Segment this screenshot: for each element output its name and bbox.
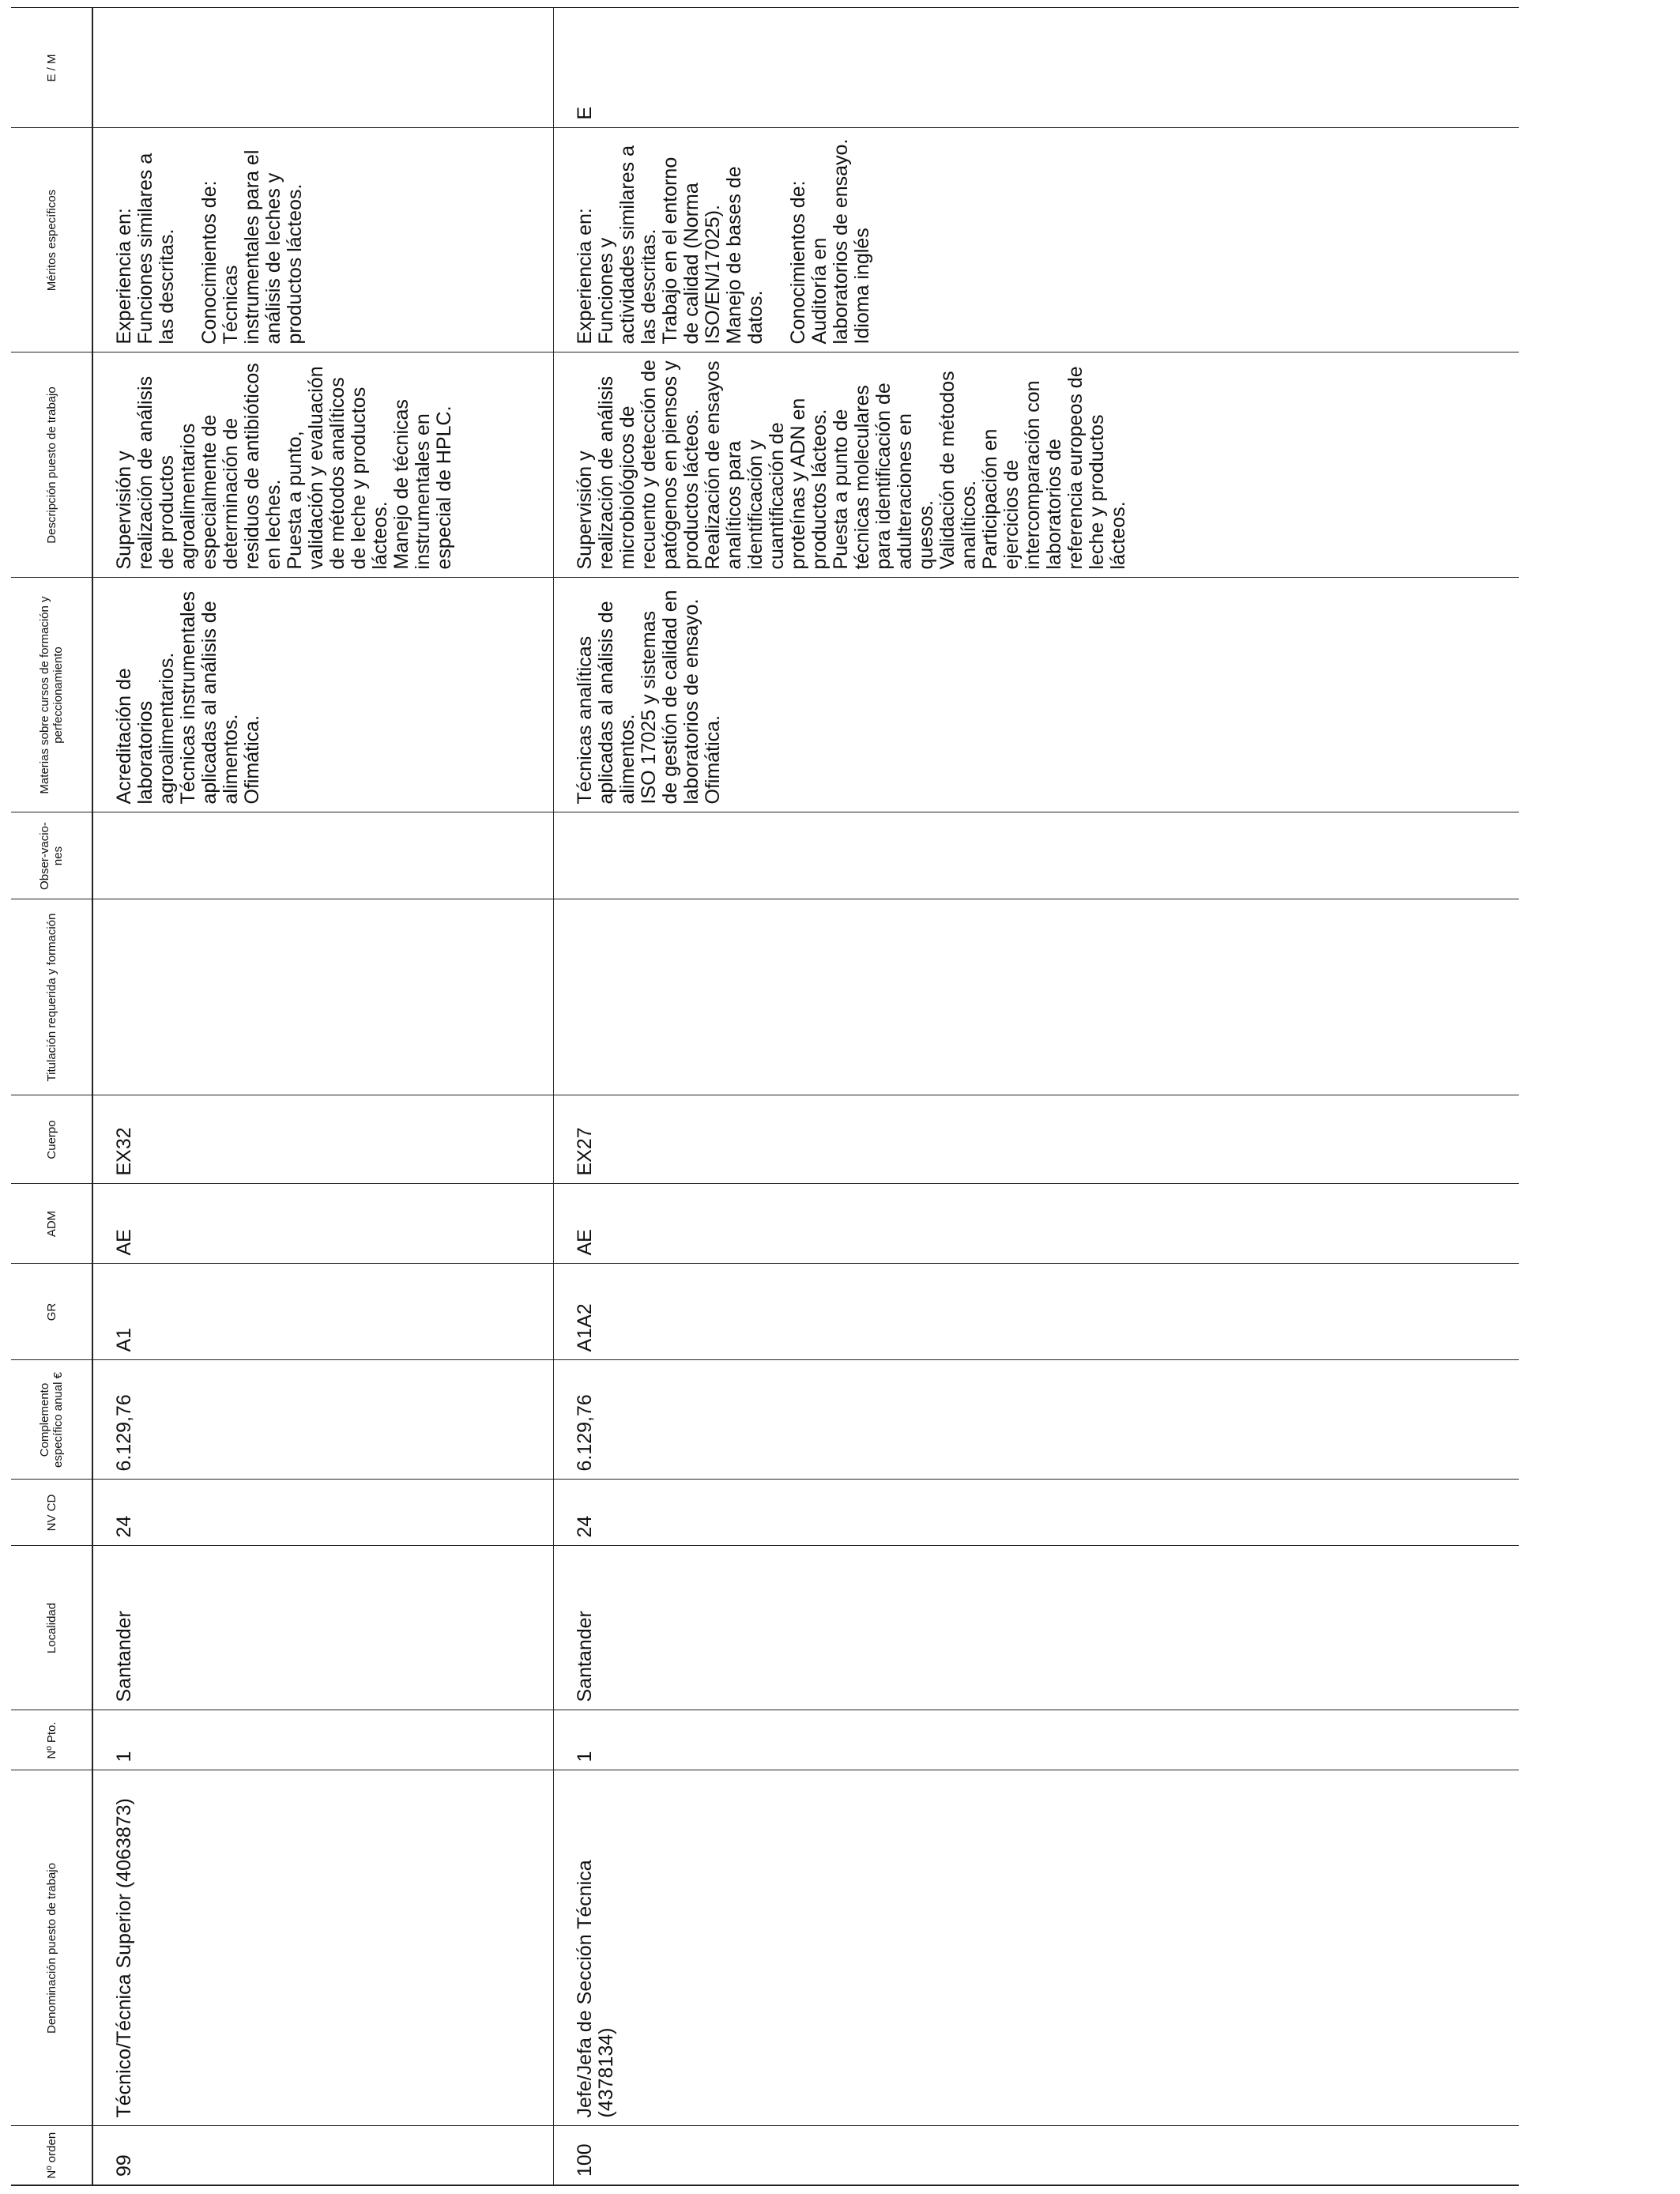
cell-meritos — [92, 128, 554, 352]
cell-observaciones — [554, 812, 1519, 899]
materias-line: Ofimática. — [702, 714, 725, 805]
header-row — [11, 8, 92, 2185]
header-orden: Nº orden — [11, 2126, 92, 2185]
table-row — [92, 8, 554, 2185]
job-positions-table — [11, 8, 1519, 2187]
materias-line: Técnicas instrumentales aplicadas al análisis de alimentos. — [177, 590, 242, 805]
meritos-line: Manejo de bases de datos. — [723, 166, 767, 345]
meritos-line: Funciones similares a las descritas. — [134, 153, 178, 345]
descripcion-line: Supervisión y realización de análisis microbiológicos de recuento y detección de patógenos en piensos y productos lácteos. — [574, 360, 703, 570]
cell-complemento: 6.129,76 — [92, 1360, 554, 1480]
cell-nivel: 24 — [554, 1480, 1519, 1546]
header-cuerpo: Cuerpo — [11, 1095, 92, 1184]
cell-pto: 1 — [554, 1710, 1519, 1770]
descripcion-line: Manejo de técnicas instrumentales en especial de HPLC. — [390, 399, 455, 570]
meritos-gap — [767, 135, 788, 345]
cell-titulacion — [92, 899, 554, 1095]
cell-materias — [92, 578, 554, 812]
meritos-line: Trabajo en el entorno de calidad (Norma ISO/EN/17025). — [659, 156, 725, 345]
cell-gr: A1A2 — [554, 1264, 1519, 1360]
cell-denominacion: Jefe/Jefa de Sección Técnica (4378134) — [554, 1770, 1519, 2126]
cell-nivel: 24 — [92, 1480, 554, 1546]
materias-line: Acreditación de laboratorios agroalimentarios. — [113, 652, 178, 805]
descripcion-line: Supervisión y realización de análisis de productos agroalimentarios especialmente de determinación de residuos de antibióticos en leches. — [113, 363, 284, 570]
cell-em — [92, 8, 554, 128]
header-nivel: NV CD — [11, 1480, 92, 1546]
meritos-line: Experiencia en: — [113, 208, 135, 345]
cell-denominacion: Técnico/Técnica Superior (4063873) — [92, 1770, 554, 2126]
cell-em: E — [554, 8, 1519, 128]
header-observaciones: Obser-vacio-nes — [11, 812, 92, 899]
descripcion-line: Realización de ensayos analíticos para identificación y cuantificación de proteínas y ADN en productos lácteos. — [702, 360, 831, 570]
meritos-line: Conocimientos de: — [787, 180, 810, 345]
cell-adm: AE — [554, 1184, 1519, 1264]
cell-observaciones — [92, 812, 554, 899]
cell-gr: A1 — [92, 1264, 554, 1360]
cell-orden: 99 — [92, 2126, 554, 2185]
descripcion-line: Validación de métodos analíticos. — [936, 371, 981, 570]
header-titulacion: Titulación requerida y formación — [11, 899, 92, 1095]
header-meritos: Méritos específicos — [11, 128, 92, 352]
cell-descripcion — [92, 352, 554, 578]
cell-localidad: Santander — [92, 1546, 554, 1710]
descripcion-line: Participación en ejercicios de intercomparación con laboratorios de referencia europeos de leche y productos lácteos. — [979, 366, 1130, 570]
meritos-gap — [178, 135, 199, 345]
cell-pto: 1 — [92, 1710, 554, 1770]
materias-line: ISO 17025 y sistemas de gestión de calidad en laboratorios de ensayo. — [638, 590, 703, 805]
meritos-line: Conocimientos de: — [198, 180, 220, 345]
cell-complemento: 6.129,76 — [554, 1360, 1519, 1480]
header-em: E / M — [11, 8, 92, 128]
cell-localidad: Santander — [554, 1546, 1519, 1710]
cell-adm: AE — [92, 1184, 554, 1264]
descripcion-line: Puesta a punto, validación y evaluación de métodos analíticos de leche y productos lácteos. — [284, 366, 391, 570]
header-denominacion: Denominación puesto de trabajo — [11, 1770, 92, 2126]
table-row — [554, 8, 1519, 2185]
header-localidad: Localidad — [11, 1546, 92, 1710]
meritos-line: Auditoría en laboratorios de ensayo. — [808, 138, 853, 345]
cell-materias — [554, 578, 1519, 812]
meritos-line: Técnicas instrumentales para el análisis de leches y productos lácteos. — [220, 149, 306, 345]
meritos-line: Experiencia en: — [574, 208, 597, 345]
cell-cuerpo: EX27 — [554, 1095, 1519, 1184]
meritos-line: Idioma inglés — [851, 228, 874, 345]
cell-meritos — [554, 128, 1519, 352]
materias-line: Técnicas analíticas aplicadas al análisis de alimentos. — [574, 601, 639, 805]
materias-line: Ofimática. — [241, 714, 263, 805]
meritos-line: Funciones y actividades similares a las descritas. — [595, 145, 661, 345]
cell-titulacion — [554, 899, 1519, 1095]
header-descripcion: Descripción puesto de trabajo — [11, 352, 92, 578]
header-gr: GR — [11, 1264, 92, 1360]
header-complemento: Complemento específico anual € — [11, 1360, 92, 1480]
cell-descripcion — [554, 352, 1519, 578]
header-adm: ADM — [11, 1184, 92, 1264]
cell-orden: 100 — [554, 2126, 1519, 2185]
header-pto: Nº Pto. — [11, 1710, 92, 1770]
descripcion-line: Puesta a punto de técnicas moleculares para identificación de adulteraciones en quesos. — [830, 383, 938, 570]
cell-cuerpo: EX32 — [92, 1095, 554, 1184]
header-materias: Materias sobre cursos de formación y perfeccionamiento — [11, 578, 92, 812]
